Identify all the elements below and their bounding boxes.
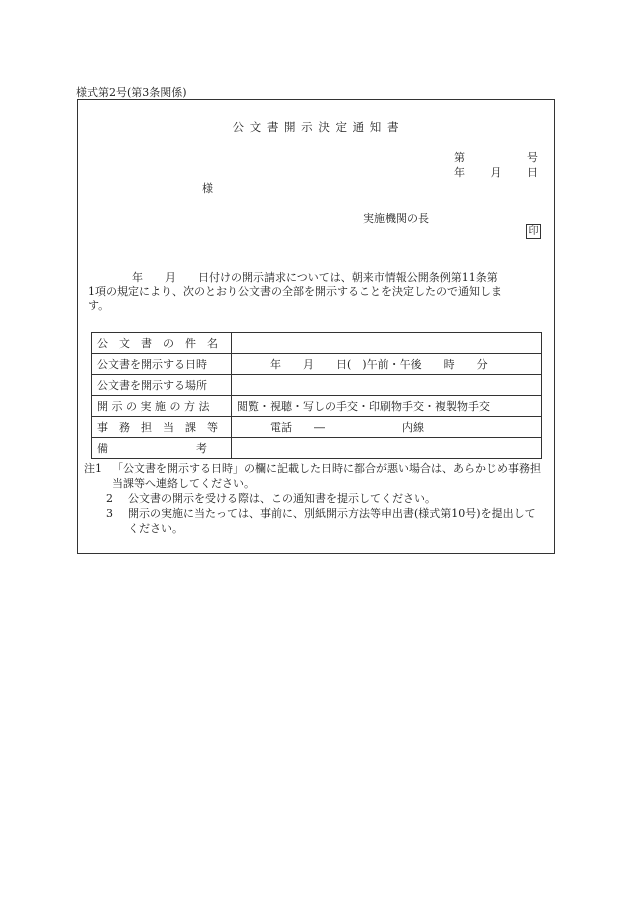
row-label: 開 示 の 実 施 の 方 法 [92, 396, 232, 417]
row-label: 備 考 [92, 438, 232, 459]
number-prefix: 第 [454, 151, 465, 164]
table-row [92, 333, 542, 354]
row-label: 事 務 担 当 課 等 [92, 417, 232, 438]
body-line-3: す。 [88, 299, 110, 312]
row-value [232, 438, 542, 459]
table-row [92, 354, 542, 375]
note-text: 開示の実施に当たっては、事前に、別紙開示方法等申出書(様式第10号)を提出してください。 [128, 507, 536, 535]
note-number: 3 [106, 507, 113, 520]
row-label: 公 文 書 の 件 名 [92, 333, 232, 354]
document-title: 公 文 書 開 示 決 定 通 知 書 [232, 120, 400, 134]
month-label: 月 [490, 166, 502, 179]
note-item [84, 506, 544, 536]
table-row [92, 375, 542, 396]
note-item [84, 461, 544, 491]
row-value [232, 333, 542, 354]
body-line-2: 1項の規定により、次のとおり公文書の全部を開示することを決定したので通知しま [88, 285, 502, 298]
note-number: 2 [106, 492, 113, 505]
row-value: 年 月 日( )午前・午後 時 分 [232, 354, 542, 375]
note-text: 公文書の開示を受ける際は、この通知書を提示してください。 [128, 492, 436, 505]
row-label: 公文書を開示する日時 [92, 354, 232, 375]
body-line-1: 年 月 日付けの開示請求については、朝来市情報公開条例第11条第 [88, 271, 498, 284]
notice-frame [77, 99, 555, 554]
row-value [232, 375, 542, 396]
row-value: 電話 ― 内線 [232, 417, 542, 438]
notice-body [88, 271, 544, 313]
agency-head: 実施機関の長 [363, 212, 429, 225]
day-label: 日 [527, 166, 538, 179]
note-item [84, 491, 544, 506]
table-row [92, 396, 542, 417]
year-label: 年 [454, 166, 465, 179]
form-label: 様式第2号(第3条関係) [76, 86, 187, 99]
notes-section [84, 461, 544, 536]
note-number: 注1 [84, 462, 102, 475]
row-value: 閲覧・視聴・写しの手交・印刷物手交・複製物手交 [232, 396, 542, 417]
seal-stamp-icon: 印 [526, 224, 541, 239]
row-label: 公文書を開示する場所 [92, 375, 232, 396]
document-number-row [454, 149, 538, 165]
note-text: 「公文書を開示する日時」の欄に記載した日時に都合が悪い場合は、あらかじめ事務担当課等へ連絡してください。 [112, 462, 541, 490]
addressee-honorific: 様 [202, 182, 213, 195]
table-row [92, 417, 542, 438]
disclosure-info-table [91, 332, 542, 459]
number-suffix: 号 [527, 151, 538, 164]
document-date-row [454, 164, 538, 180]
table-row [92, 438, 542, 459]
